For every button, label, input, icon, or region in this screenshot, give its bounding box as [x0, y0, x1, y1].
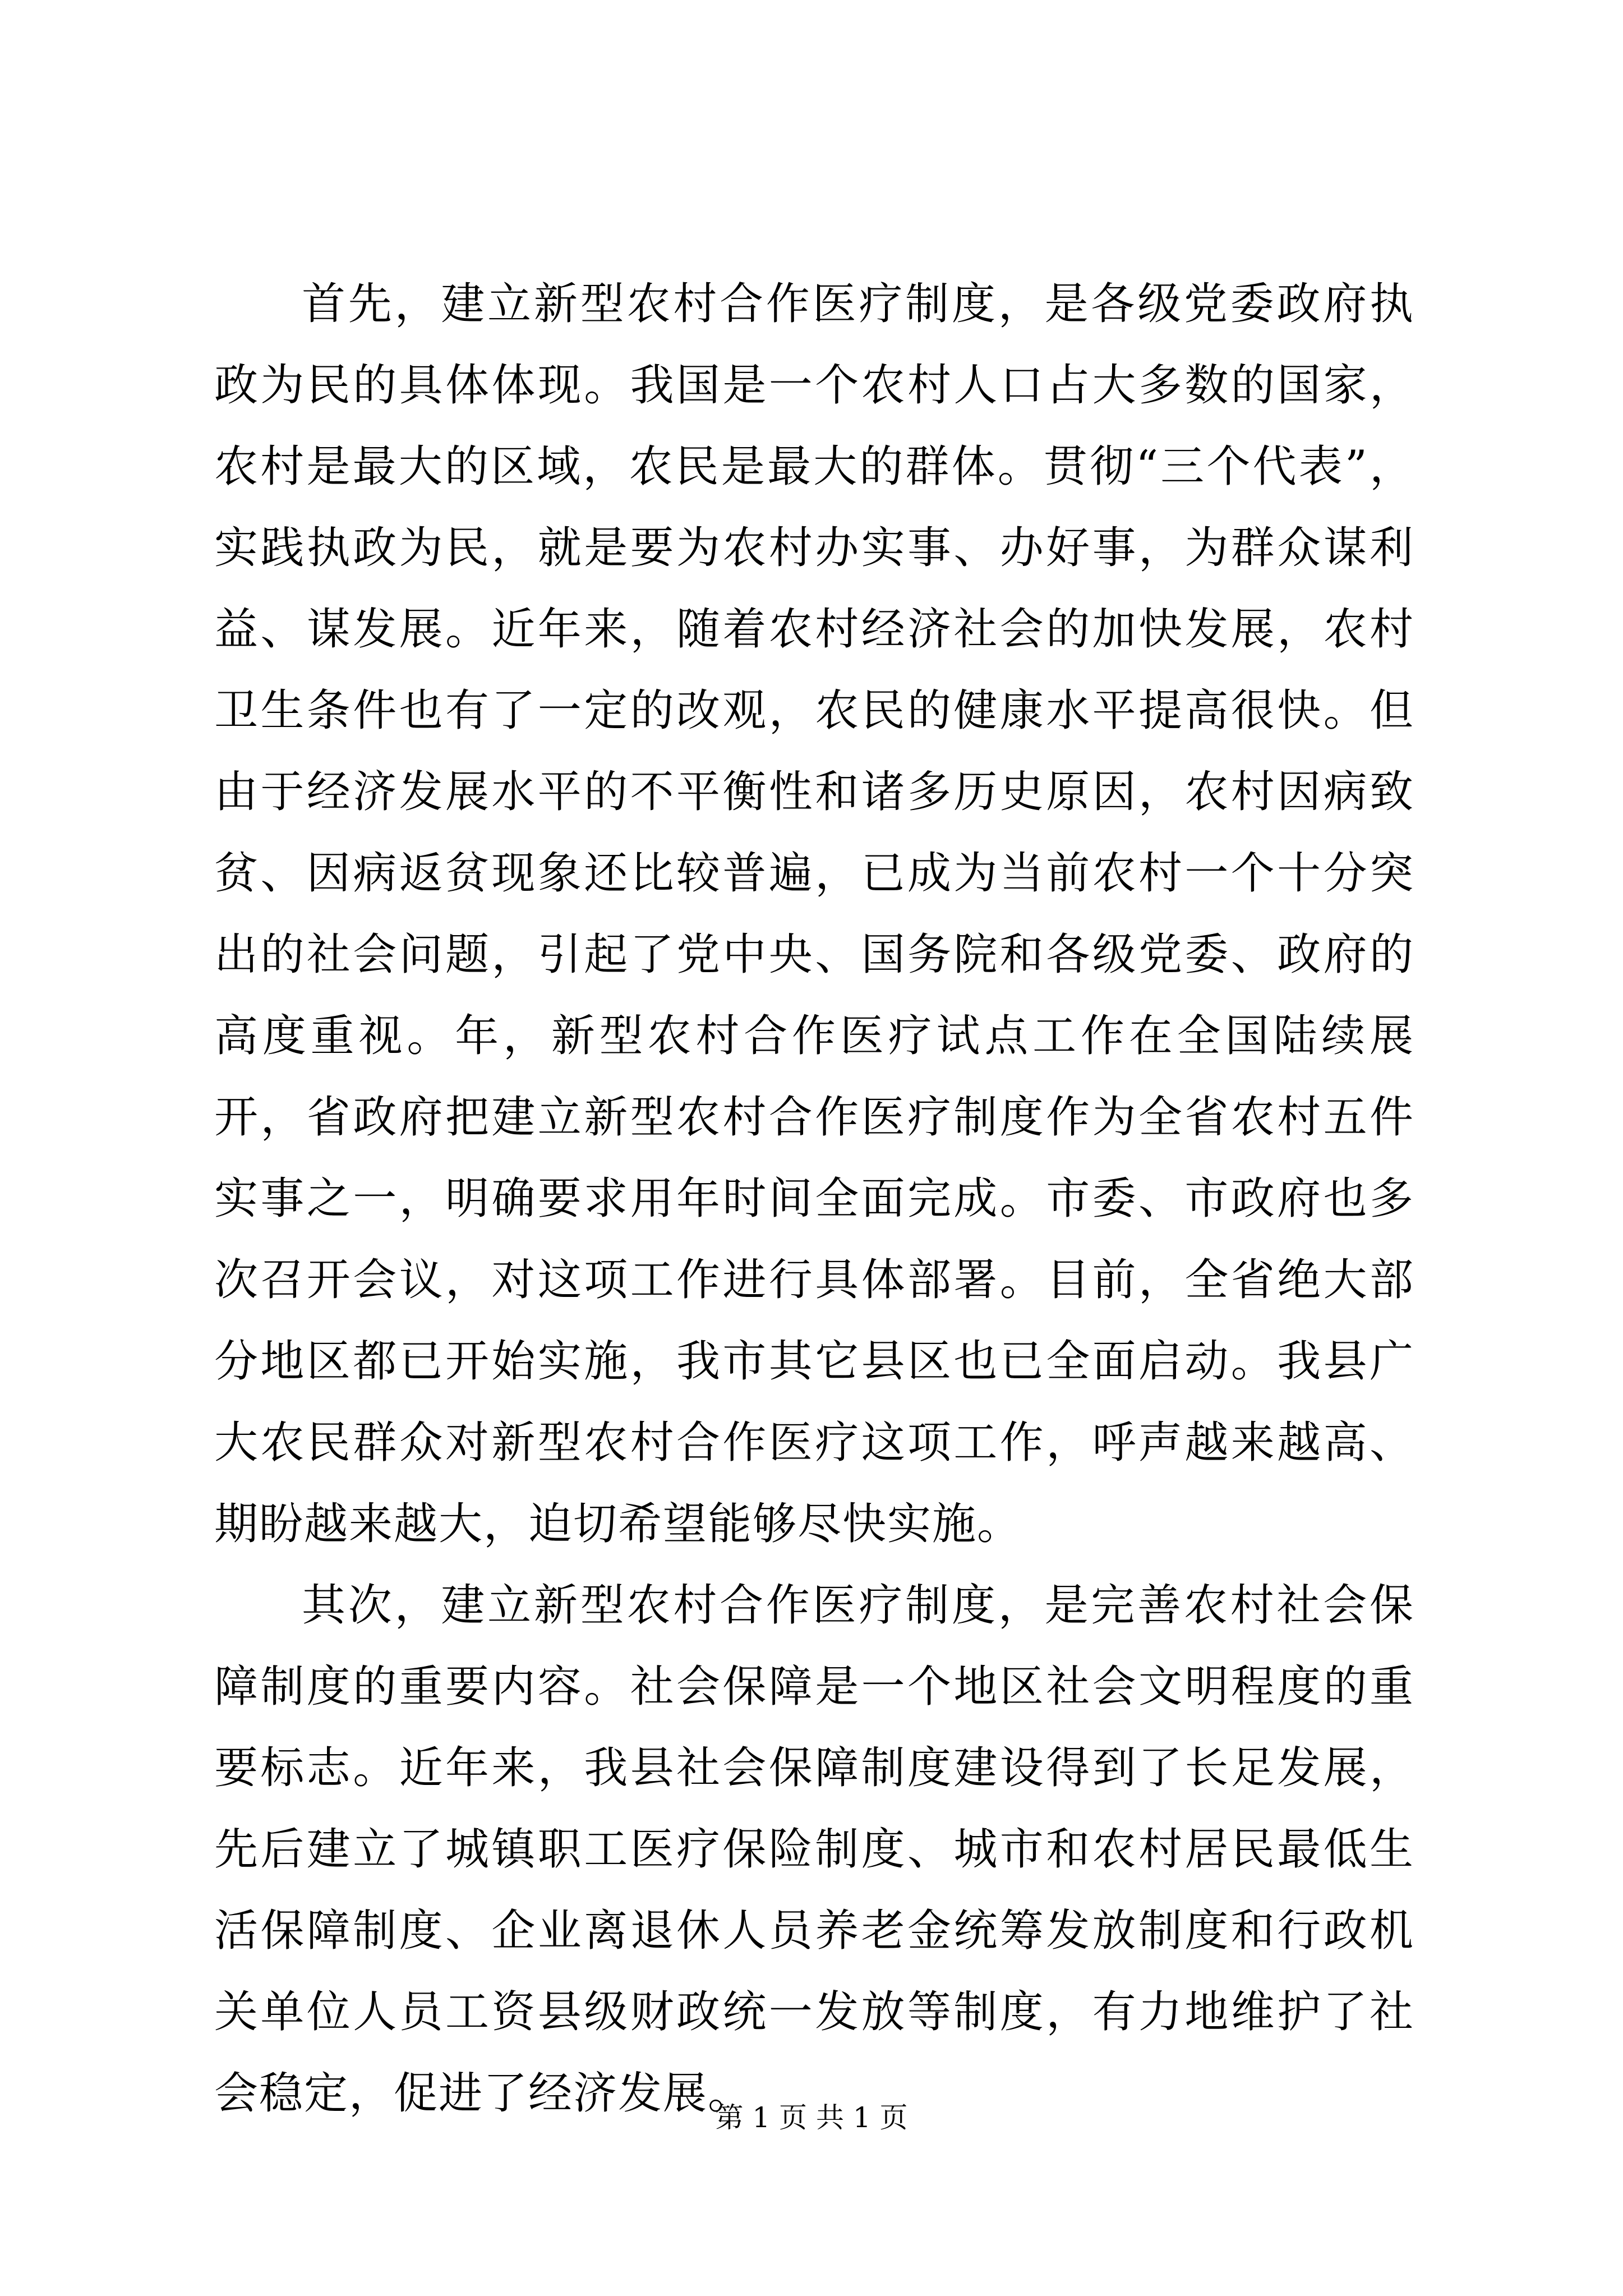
- paragraph-1: 首先，建立新型农村合作医疗制度，是各级党委政府执政为民的具体体现。我国是一个农村人口占大多数的国家，农村是最大的区域，农民是最大的群体。贯彻“三个代表”，实践执政为民，就是要为农村办实事、办好事，为群众谋利益、谋发展。近年来，随着农村经济社会的加快发展，农村卫生条件也有了一定的改观，农民的健康水平提高很快。但由于经济发展水平的不平衡性和诸多历史原因，农村因病致贫、因病返贫现象还比较普遍，已成为当前农村一个十分突出的社会问题，引起了党中央、国务院和各级党委、政府的高度重视。年，新型农村合作医疗试点工作在全国陆续展开，省政府把建立新型农村合作医疗制度作为全省农村五件实事之一，明确要求用年时间全面完成。市委、市政府也多次召开会议，对这项工作进行具体部署。目前，全省绝大部分地区都已开始实施，我市其它县区也已全面启动。我县广大农民群众对新型农村合作医疗这项工作，呼声越来越高、期盼越来越大，迫切希望能够尽快实施。: [214, 279, 1414, 1549]
- page-footer: 第 1 页 共 1 页: [715, 2101, 908, 2134]
- paragraph-2: 其次，建立新型农村合作医疗制度，是完善农村社会保障制度的重要内容。社会保障是一个地区社会文明程度的重要标志。近年来，我县社会保障制度建设得到了长足发展，先后建立了城镇职工医疗保险制度、城市和农村居民最低生活保障制度、企业离退休人员养老金统筹发放制度和行政机关单位人员工资县级财政统一发放等制度，有力地维护了社会稳定，促进了经济发展。: [214, 1580, 1414, 2119]
- document-body: [214, 264, 1414, 2134]
